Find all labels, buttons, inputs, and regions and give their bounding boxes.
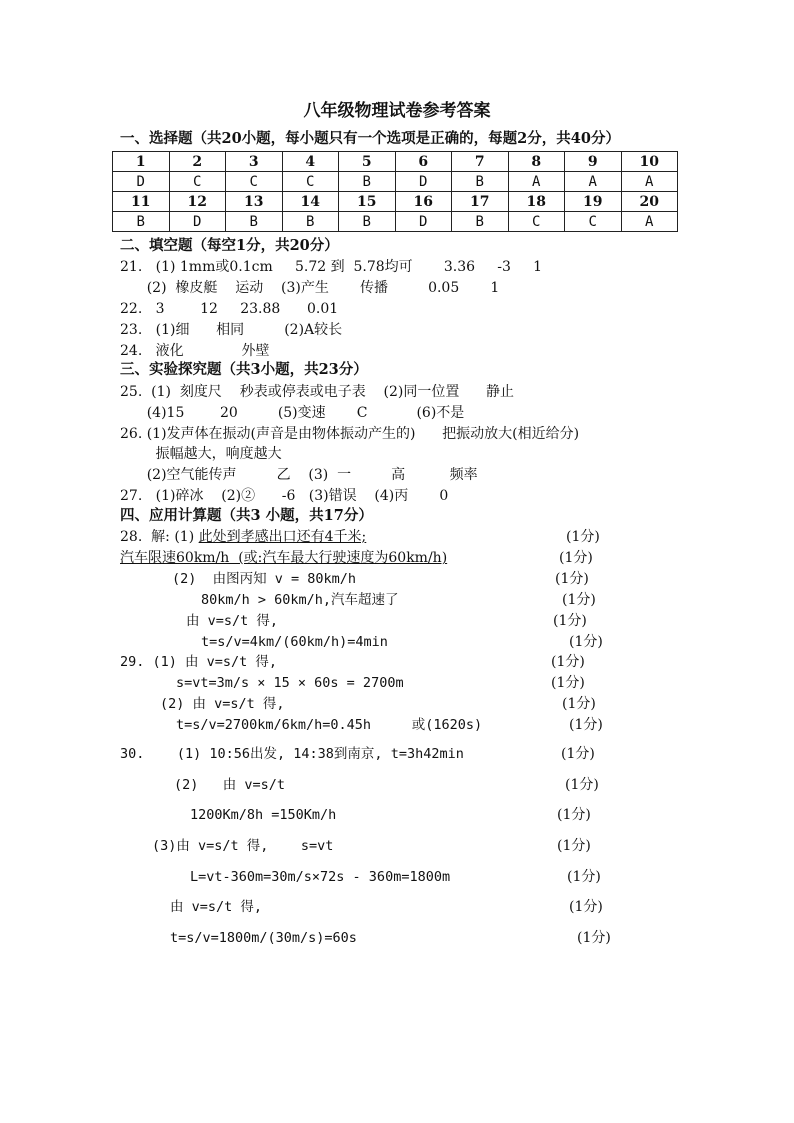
table-cell: C xyxy=(169,172,226,192)
table-cell: 10 xyxy=(621,152,678,172)
score-label: (1分) xyxy=(555,571,589,587)
table-cell: D xyxy=(395,212,452,232)
table-cell: C xyxy=(508,212,565,232)
table-cell: C xyxy=(226,172,283,192)
answer-line: 22. 3 12 23.88 0.01 xyxy=(120,301,339,317)
table-cell: 11 xyxy=(113,192,170,212)
table-cell: A xyxy=(565,172,622,192)
score-label: (1分) xyxy=(551,654,585,670)
q30-line: L=vt-360m=30m/s×72s - 360m=1800m xyxy=(190,869,451,885)
q30-line: 由 v=s/t 得, xyxy=(170,899,263,915)
table-cell: 4 xyxy=(282,152,339,172)
table-cell: 6 xyxy=(395,152,452,172)
answer-line: 25. (1) 刻度尺 秒表或停表或电子表 (2)同一位置 静止 xyxy=(120,384,515,400)
table-cell: A xyxy=(508,172,565,192)
table-cell: C xyxy=(565,212,622,232)
q29-line: 29. (1) 由 v=s/t 得, xyxy=(120,654,278,670)
score-label: (1分) xyxy=(566,529,600,545)
answer-line: 24. 液化 外壁 xyxy=(120,343,270,359)
table-cell: 14 xyxy=(282,192,339,212)
score-label: (1分) xyxy=(553,613,587,629)
score-label: (1分) xyxy=(562,592,596,608)
section1-heading: 一、选择题（共20小题，每小题只有一个选项是正确的，每题2分，共40分） xyxy=(120,130,620,147)
table-cell: 19 xyxy=(565,192,622,212)
table-row xyxy=(113,192,678,212)
q28-line: t=s/v=4km/(60km/h)=4min xyxy=(201,634,388,650)
table-cell: D xyxy=(395,172,452,192)
q28-line: (2) 由图丙知 v = 80km/h xyxy=(172,571,357,587)
q28-line: 80km/h > 60km/h,汽车超速了 xyxy=(201,592,399,608)
score-label: (1分) xyxy=(557,807,591,823)
table-cell: B xyxy=(282,212,339,232)
table-cell: C xyxy=(282,172,339,192)
answer-line: 振幅越大，响度越大 xyxy=(120,446,282,462)
table-cell: 17 xyxy=(452,192,509,212)
table-cell: B xyxy=(226,212,283,232)
score-label: (1分) xyxy=(565,777,599,793)
q28-prefix: 28. 解: (1) xyxy=(120,529,199,545)
table-cell: B xyxy=(452,212,509,232)
table-cell: 15 xyxy=(339,192,396,212)
answer-line: (2) 橡皮艇 运动 (3)产生 传播 0.05 1 xyxy=(120,280,500,296)
table-cell: 13 xyxy=(226,192,283,212)
q28-underlined-text: 此处到孝感出口还有4千米; xyxy=(198,529,367,545)
q30-line: 1200Km/8h =150Km/h xyxy=(190,807,337,823)
table-cell: 12 xyxy=(169,192,226,212)
section2-heading: 二、填空题（每空1分，共20分） xyxy=(120,237,339,254)
q30-line: (2) 由 v=s/t xyxy=(174,777,286,793)
table-cell: 16 xyxy=(395,192,452,212)
q30-line: (3)由 v=s/t 得, s=vt xyxy=(152,838,334,854)
table-cell: B xyxy=(339,172,396,192)
table-cell: D xyxy=(113,172,170,192)
score-label: (1分) xyxy=(567,869,601,885)
table-cell: 2 xyxy=(169,152,226,172)
score-label: (1分) xyxy=(569,717,603,733)
q28-line xyxy=(120,528,366,546)
table-row xyxy=(113,172,678,192)
table-cell: D xyxy=(169,212,226,232)
table-cell: A xyxy=(621,212,678,232)
answer-line: 27. (1)碎冰 (2)② -6 (3)错误 (4)丙 0 xyxy=(120,488,449,504)
score-label: (1分) xyxy=(561,746,595,762)
section4-heading: 四、应用计算题（共3 小题，共17分） xyxy=(120,507,373,524)
score-label: (1分) xyxy=(551,675,585,691)
q29-line: t=s/v=2700km/6km/h=0.45h 或(1620s) xyxy=(176,717,483,733)
page-title: 八年级物理试卷参考答案 xyxy=(303,101,491,121)
table-cell: A xyxy=(621,172,678,192)
table-cell: B xyxy=(113,212,170,232)
table-cell: 8 xyxy=(508,152,565,172)
q28-line: 由 v=s/t 得, xyxy=(186,613,279,629)
score-label: (1分) xyxy=(559,550,593,566)
table-cell: 5 xyxy=(339,152,396,172)
answer-line: (2)空气能传声 乙 (3) 一 高 频率 xyxy=(120,467,478,483)
q29-line: s=vt=3m/s × 15 × 60s = 2700m xyxy=(176,675,404,691)
q30-line: t=s/v=1800m/(30m/s)=60s xyxy=(170,930,357,946)
answer-line: (4)15 20 (5)变速 C (6)不是 xyxy=(120,405,465,421)
score-label: (1分) xyxy=(577,930,611,946)
table-row xyxy=(113,212,678,232)
table-row xyxy=(113,152,678,172)
answer-line: 23. (1)细 相同 (2)A较长 xyxy=(120,322,343,338)
table-cell: B xyxy=(452,172,509,192)
score-label: (1分) xyxy=(562,696,596,712)
score-label: (1分) xyxy=(569,899,603,915)
score-label: (1分) xyxy=(557,838,591,854)
answer-line: 21. (1) 1mm或0.1cm 5.72 到 5.78均可 3.36 -3 1 xyxy=(120,259,543,275)
q30-line: 30. (1) 10:56出发, 14:38到南京, t=3h42min xyxy=(120,746,464,762)
q28-underlined-text: 汽车限速60km/h (或:汽车最大行驶速度为60km/h) xyxy=(120,550,448,566)
score-label: (1分) xyxy=(569,634,603,650)
table-cell: 1 xyxy=(113,152,170,172)
table-cell: 3 xyxy=(226,152,283,172)
table-cell: 20 xyxy=(621,192,678,212)
answer-line: 26. (1)发声体在振动(声音是由物体振动产生的) 把振动放大(相近给分) xyxy=(120,426,580,442)
table-cell: B xyxy=(339,212,396,232)
answer-table xyxy=(112,151,678,232)
table-cell: 18 xyxy=(508,192,565,212)
table-cell: 9 xyxy=(565,152,622,172)
section3-heading: 三、实验探究题（共3小题，共23分） xyxy=(120,361,368,378)
q29-line: (2) 由 v=s/t 得, xyxy=(160,696,285,712)
table-cell: 7 xyxy=(452,152,509,172)
